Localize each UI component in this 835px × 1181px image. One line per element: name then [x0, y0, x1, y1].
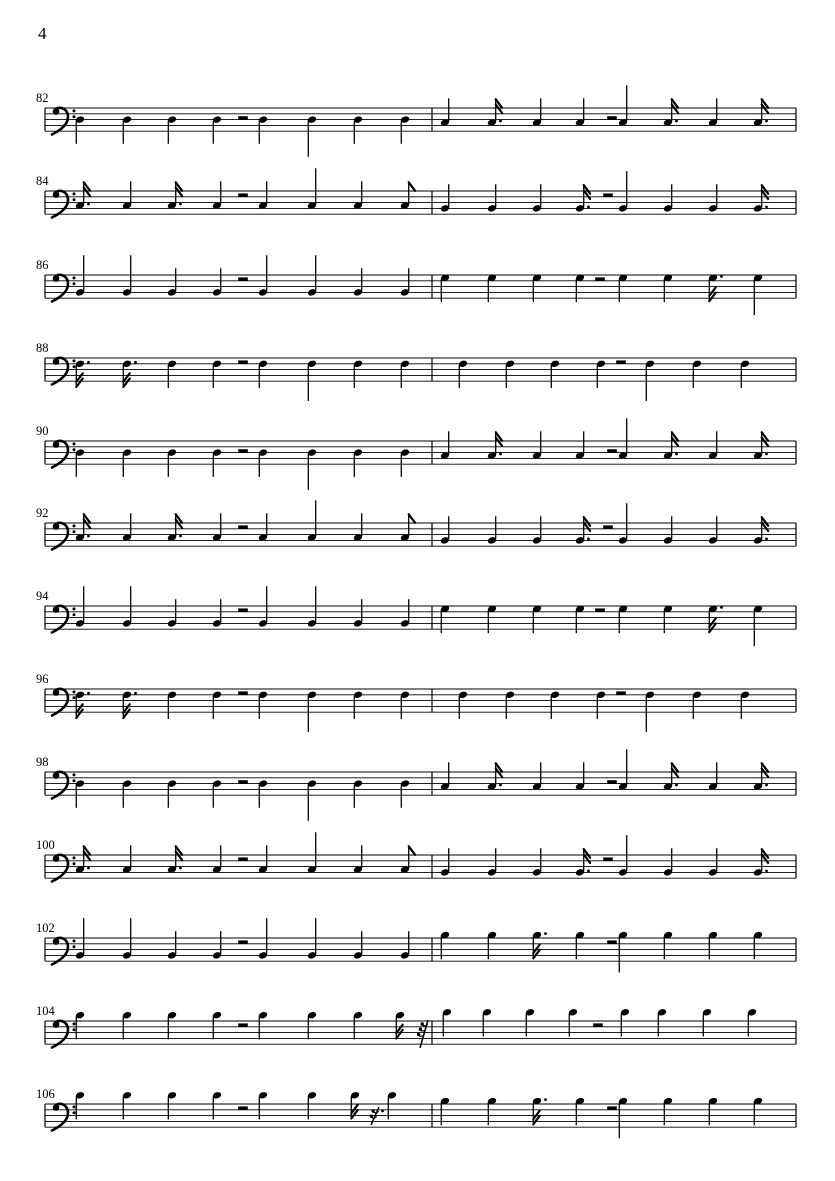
- eighth-note: [400, 513, 415, 542]
- staff-system-106: [36, 1087, 796, 1138]
- quarter-note: [258, 115, 268, 144]
- quarter-note: [212, 513, 222, 542]
- quarter-note: [400, 359, 410, 388]
- bass-clef-icon: [52, 689, 76, 716]
- staff-system-96: [36, 672, 796, 732]
- bass-clef-icon: [52, 938, 76, 965]
- quarter-note: [307, 448, 317, 490]
- quarter-note: [400, 115, 410, 144]
- sixteenth-note: [75, 513, 90, 542]
- clef-dot: [73, 613, 76, 616]
- quarter-note: [167, 1011, 177, 1040]
- half-rest: [238, 360, 248, 363]
- quarter-note: [307, 586, 317, 628]
- quarter-note: [258, 513, 268, 542]
- augmentation-dot: [544, 932, 547, 935]
- quarter-note: [663, 184, 673, 213]
- quarter-note: [708, 431, 718, 460]
- quarter-note: [122, 115, 132, 144]
- quarter-note: [353, 448, 363, 477]
- quarter-note: [258, 448, 268, 477]
- note-flag: [409, 846, 415, 855]
- clef-dot: [73, 192, 76, 195]
- clef-dot: [73, 939, 76, 942]
- quarter-note: [307, 255, 317, 297]
- half-rest: [238, 857, 248, 860]
- quarter-note: [75, 779, 85, 808]
- quarter-note: [708, 184, 718, 213]
- sixteenth-note: [167, 181, 182, 210]
- clef-dot: [73, 862, 76, 865]
- bass-clef-icon: [52, 108, 76, 135]
- augmentation-dot: [134, 361, 137, 364]
- quarter-note: [400, 268, 410, 297]
- quarter-note: [212, 690, 222, 719]
- measure-number: 104: [36, 1004, 55, 1018]
- quarter-note: [440, 762, 450, 791]
- augmentation-dot: [587, 206, 590, 209]
- quarter-note: [167, 690, 177, 719]
- quarter-note: [400, 448, 410, 477]
- quarter-note: [258, 181, 268, 210]
- quarter-note: [258, 359, 268, 388]
- augmentation-dot: [499, 453, 502, 456]
- quarter-note: [440, 516, 450, 545]
- eighth-note: [400, 845, 415, 874]
- sixteenth-note: [663, 98, 678, 127]
- clef-dot: [73, 448, 76, 451]
- quarter-note: [212, 779, 222, 808]
- quarter-note: [753, 605, 763, 647]
- clef-dot: [73, 198, 76, 201]
- quarter-note: [212, 1011, 222, 1040]
- quarter-note: [440, 848, 450, 877]
- quarter-note: [122, 181, 132, 210]
- augmentation-dot: [87, 867, 90, 870]
- augmentation-dot: [675, 453, 678, 456]
- quarter-note: [307, 115, 317, 157]
- page-number: 4: [38, 24, 47, 43]
- bass-clef-icon: [52, 772, 76, 799]
- staff-system-86: [36, 255, 796, 315]
- clef-dot: [73, 1028, 76, 1031]
- quarter-note: [663, 516, 673, 545]
- staff-system-102: [36, 918, 796, 972]
- quarter-note: [353, 599, 363, 628]
- quarter-note: [212, 599, 222, 628]
- quarter-note: [212, 845, 222, 874]
- clef-dot: [73, 359, 76, 362]
- quarter-note: [307, 832, 317, 874]
- quarter-note: [645, 359, 655, 401]
- quarter-note: [122, 779, 132, 808]
- augmentation-dot: [675, 120, 678, 123]
- quarter-note: [75, 586, 85, 628]
- quarter-note: [307, 168, 317, 210]
- staff-system-100: [36, 832, 796, 881]
- quarter-note: [458, 690, 468, 719]
- quarter-note: [663, 848, 673, 877]
- half-rest: [238, 780, 248, 783]
- quarter-note: [258, 845, 268, 874]
- quarter-note: [440, 431, 450, 460]
- quarter-note: [575, 98, 585, 127]
- clef-dot: [73, 779, 76, 782]
- quarter-note: [122, 1011, 132, 1040]
- staff-system-104: [36, 1004, 796, 1048]
- quarter-note: [167, 599, 177, 628]
- clef-dot: [73, 115, 76, 118]
- half-rest: [595, 277, 605, 280]
- clef-dot: [73, 773, 76, 776]
- staff-system-88: [36, 341, 796, 401]
- augmentation-dot: [499, 784, 502, 787]
- measure-number: 96: [36, 672, 49, 686]
- quarter-note: [258, 779, 268, 808]
- quarter-note: [212, 931, 222, 960]
- half-rest: [607, 116, 617, 119]
- augmentation-dot: [179, 203, 182, 206]
- quarter-note: [212, 359, 222, 388]
- augmentation-dot: [499, 120, 502, 123]
- quarter-note: [618, 171, 628, 213]
- quarter-note: [75, 448, 85, 477]
- quarter-note: [575, 762, 585, 791]
- sixteenth-note: [487, 762, 502, 791]
- quarter-note: [505, 690, 515, 719]
- quarter-note: [258, 690, 268, 719]
- clef-dot: [73, 607, 76, 610]
- quarter-note: [692, 359, 702, 388]
- quarter-note: [692, 690, 702, 719]
- bass-clef-icon: [52, 855, 76, 882]
- quarter-note: [575, 431, 585, 460]
- clef-dot: [73, 530, 76, 533]
- quarter-note: [258, 918, 268, 960]
- quarter-note: [258, 255, 268, 297]
- quarter-note: [400, 931, 410, 960]
- half-rest: [238, 1023, 248, 1026]
- quarter-note: [618, 503, 628, 545]
- quarter-note: [353, 513, 363, 542]
- clef-dot: [73, 442, 76, 445]
- quarter-note: [307, 1011, 317, 1040]
- measure-number: 102: [36, 921, 55, 935]
- half-rest: [238, 525, 248, 528]
- measure-number: 82: [36, 91, 49, 105]
- quarter-note: [505, 359, 515, 388]
- staff-system-98: [36, 749, 796, 821]
- half-rest: [603, 193, 613, 196]
- quarter-note: [645, 690, 655, 732]
- augmentation-dot: [765, 870, 768, 873]
- quarter-note: [212, 181, 222, 210]
- quarter-note: [212, 448, 222, 477]
- clef-dot: [73, 109, 76, 112]
- quarter-note: [353, 931, 363, 960]
- quarter-note: [75, 1011, 85, 1040]
- measure-number: 100: [36, 838, 55, 852]
- quarter-note: [487, 516, 497, 545]
- bass-clef-icon: [52, 275, 76, 302]
- augmentation-dot: [587, 870, 590, 873]
- quarter-note: [596, 359, 606, 388]
- measure-number: 106: [36, 1087, 55, 1101]
- half-rest: [238, 193, 248, 196]
- bass-clef-icon: [52, 523, 76, 550]
- bass-clef-icon: [52, 606, 76, 633]
- quarter-note: [167, 115, 177, 144]
- quarter-note: [122, 448, 132, 477]
- quarter-note: [258, 1011, 268, 1040]
- staff-system-90: [36, 418, 796, 490]
- quarter-note: [596, 690, 606, 719]
- augmentation-dot: [134, 692, 137, 695]
- quarter-note: [708, 98, 718, 127]
- quarter-note: [458, 359, 468, 388]
- half-rest: [603, 857, 613, 860]
- staff-system-84: [36, 168, 796, 217]
- staff-system-94: [36, 586, 796, 646]
- sixteenth-note: [753, 431, 768, 460]
- quarter-note: [353, 115, 363, 144]
- sixteenth-note: [663, 431, 678, 460]
- augmentation-dot: [87, 535, 90, 538]
- half-rest: [595, 608, 605, 611]
- quarter-note: [167, 359, 177, 388]
- quarter-note: [487, 184, 497, 213]
- half-rest: [238, 940, 248, 943]
- clef-dot: [73, 690, 76, 693]
- clef-dot: [73, 1111, 76, 1114]
- measure-number: 92: [36, 506, 49, 520]
- augmentation-dot: [765, 784, 768, 787]
- quarter-note: [167, 779, 177, 808]
- quarter-note: [440, 98, 450, 127]
- augmentation-dot: [765, 453, 768, 456]
- bass-clef-icon: [52, 191, 76, 218]
- quarter-note: [122, 845, 132, 874]
- clef-dot: [73, 856, 76, 859]
- augmentation-dot: [765, 206, 768, 209]
- clef-dot: [73, 1105, 76, 1108]
- quarter-note: [122, 586, 132, 628]
- augmentation-dot: [381, 1110, 384, 1113]
- quarter-note: [532, 516, 542, 545]
- quarter-note: [400, 599, 410, 628]
- quarter-note: [353, 359, 363, 388]
- measure-number: 88: [36, 341, 49, 355]
- quarter-note: [212, 115, 222, 144]
- quarter-note: [75, 255, 85, 297]
- quarter-note: [122, 255, 132, 297]
- clef-dot: [73, 276, 76, 279]
- quarter-note: [353, 845, 363, 874]
- note-flag: [409, 182, 415, 191]
- quarter-note: [167, 931, 177, 960]
- sixteenth-note: [395, 1011, 405, 1040]
- augmentation-dot: [765, 538, 768, 541]
- bass-clef-icon: [52, 1021, 76, 1048]
- quarter-note: [353, 779, 363, 808]
- sixteenth-note: [75, 845, 90, 874]
- sixteenth-note: [663, 762, 678, 791]
- clef-dot: [73, 282, 76, 285]
- quarter-note: [532, 848, 542, 877]
- quarter-note: [353, 690, 363, 719]
- quarter-note: [550, 359, 560, 388]
- quarter-note: [618, 1097, 628, 1139]
- half-rest: [616, 360, 626, 363]
- half-rest: [607, 940, 617, 943]
- quarter-note: [258, 586, 268, 628]
- quarter-note: [400, 779, 410, 808]
- half-rest: [238, 277, 248, 280]
- quarter-note: [307, 500, 317, 542]
- staff-system-92: [36, 500, 796, 549]
- augmentation-dot: [720, 275, 723, 278]
- quarter-note: [167, 268, 177, 297]
- quarter-note: [532, 184, 542, 213]
- augmentation-dot: [720, 606, 723, 609]
- clef-dot: [73, 945, 76, 948]
- quarter-note: [353, 1011, 363, 1040]
- quarter-note: [618, 418, 628, 460]
- bass-clef-icon: [52, 441, 76, 468]
- augmentation-dot: [87, 692, 90, 695]
- quarter-note: [708, 848, 718, 877]
- quarter-note: [753, 274, 763, 316]
- quarter-note: [307, 359, 317, 401]
- quarter-note: [400, 690, 410, 719]
- augmentation-dot: [87, 361, 90, 364]
- quarter-note: [740, 359, 750, 388]
- quarter-note: [708, 762, 718, 791]
- augmentation-dot: [587, 538, 590, 541]
- clef-dot: [73, 1022, 76, 1025]
- clef-dot: [73, 365, 76, 368]
- sixteenth-note: [75, 181, 90, 210]
- quarter-note: [440, 184, 450, 213]
- augmentation-dot: [544, 1098, 547, 1101]
- quarter-note: [75, 115, 85, 144]
- quarter-note: [122, 513, 132, 542]
- quarter-note: [618, 85, 628, 127]
- quarter-note: [550, 690, 560, 719]
- quarter-note: [618, 835, 628, 877]
- augmentation-dot: [87, 203, 90, 206]
- augmentation-dot: [179, 867, 182, 870]
- quarter-note: [353, 268, 363, 297]
- half-rest: [607, 1106, 617, 1109]
- staff-system-82: [36, 85, 796, 157]
- quarter-note: [708, 516, 718, 545]
- sixteenth-note: [753, 98, 768, 127]
- sixteenth-note: [487, 431, 502, 460]
- clef-dot: [73, 696, 76, 699]
- half-rest: [593, 1023, 603, 1026]
- half-rest: [238, 1106, 248, 1109]
- measure-number: 86: [36, 258, 49, 272]
- quarter-note: [532, 762, 542, 791]
- measure-number: 94: [36, 589, 49, 603]
- sixteenth-note: [167, 845, 182, 874]
- quarter-note: [487, 848, 497, 877]
- quarter-note: [307, 918, 317, 960]
- augmentation-dot: [179, 535, 182, 538]
- half-rest: [238, 691, 248, 694]
- quarter-note: [307, 779, 317, 821]
- quarter-note: [618, 931, 628, 973]
- half-rest: [238, 449, 248, 452]
- bass-clef-icon: [52, 358, 76, 385]
- measure-number: 90: [36, 424, 49, 438]
- quarter-note: [167, 448, 177, 477]
- half-rest: [238, 608, 248, 611]
- half-rest: [616, 691, 626, 694]
- measure-number: 98: [36, 755, 49, 769]
- half-rest: [603, 525, 613, 528]
- note-flag: [409, 514, 415, 523]
- quarter-note: [740, 690, 750, 719]
- measure-number: 84: [36, 174, 49, 188]
- sixteenth-note: [753, 762, 768, 791]
- quarter-note: [532, 431, 542, 460]
- quarter-note: [212, 268, 222, 297]
- quarter-note: [618, 749, 628, 791]
- sixteenth-note: [167, 513, 182, 542]
- half-rest: [607, 449, 617, 452]
- quarter-note: [307, 690, 317, 732]
- clef-dot: [73, 524, 76, 527]
- eighth-note: [400, 181, 415, 210]
- augmentation-dot: [765, 120, 768, 123]
- half-rest: [238, 116, 248, 119]
- augmentation-dot: [675, 784, 678, 787]
- half-rest: [607, 780, 617, 783]
- quarter-note: [122, 918, 132, 960]
- quarter-note: [532, 98, 542, 127]
- bass-clef-icon: [52, 1104, 76, 1131]
- sixteenth-note: [487, 98, 502, 127]
- quarter-note: [353, 181, 363, 210]
- quarter-note: [75, 918, 85, 960]
